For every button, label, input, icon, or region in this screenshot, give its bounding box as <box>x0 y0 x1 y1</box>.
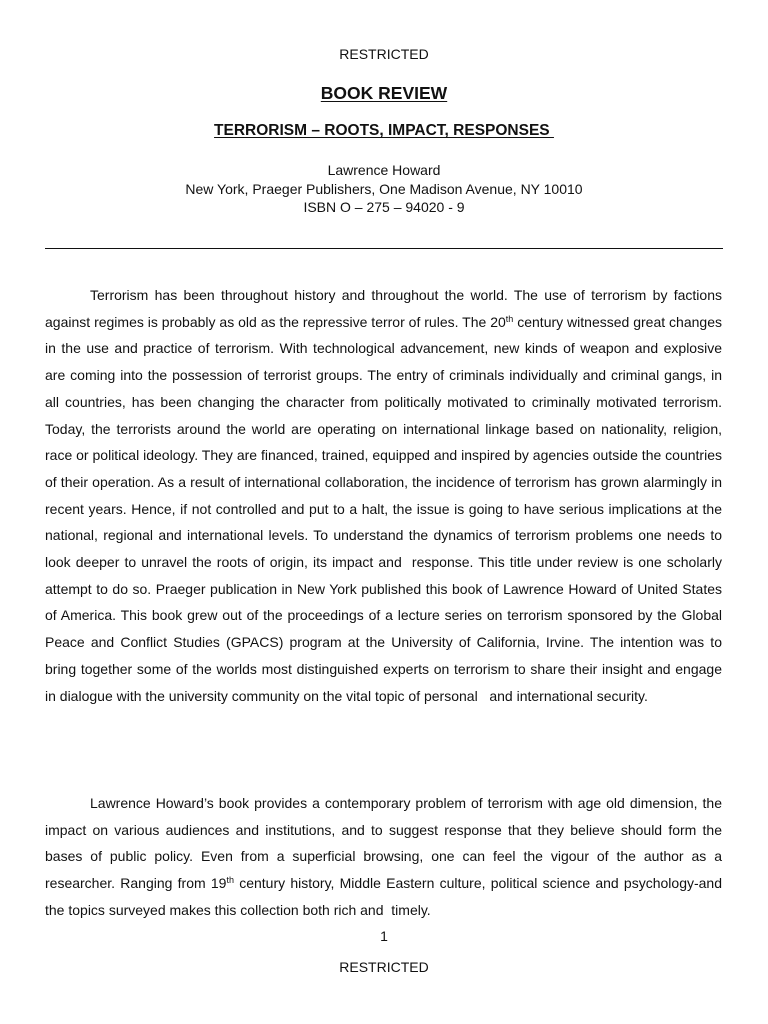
paragraph-text: century history, Middle Eastern culture, political science and psychology-and the topics surveyed makes this collection both rich and timely. <box>45 875 726 918</box>
book-isbn: ISBN O – 275 – 94020 - 9 <box>303 199 465 215</box>
document-type-heading: BOOK REVIEW <box>320 83 448 103</box>
paragraph-text: Lawrence Howard’s book provides a contemporary problem of terrorism with age old dimension, the impact on various audiences and institutions, and to suggest response that they believe should form the bases of public policy. Even from a superficial browsing, one can feel the vigour of the author as a researcher. Ranging from 19 <box>45 795 734 892</box>
book-author: Lawrence Howard <box>327 162 441 178</box>
book-title-heading: TERRORISM – ROOTS, IMPACT, RESPONSES <box>214 122 554 139</box>
horizontal-divider <box>45 248 723 249</box>
page-number: 1 <box>380 928 388 944</box>
ordinal-superscript: th <box>226 875 234 886</box>
classification-footer: RESTRICTED <box>339 959 429 975</box>
ordinal-superscript: th <box>505 313 514 324</box>
classification-header: RESTRICTED <box>339 46 429 62</box>
paragraph-text: Terrorism has been throughout history and throughout the world. The use of terrorism by factions against regimes is probably as old as the repressive terror of rules. The 20 <box>45 287 726 330</box>
book-publisher: New York, Praeger Publishers, One Madison Avenue, NY 10010 <box>185 180 583 197</box>
body-paragraph-2 <box>45 790 734 924</box>
book-info-block <box>0 161 768 217</box>
paragraph-text: century witnessed great changes in the use and practice of terrorism. With technological advancement, new kinds of weapon and explosive are coming into the possession of terrorist groups. The entry of criminals individually and criminal gangs, in all countries, has been changing the character from politically motivated to criminally motivated terrorism. Today, the terrorists around the world are operating on international linkage based on nationality, religion, race or political ideology. They are financed, trained, equipped and inspired by agencies outside the countries of their operation. As a result of international collaboration, the incidence of terrorism has grown alarmingly in recent years. Hence, if not controlled and put to a halt, the issue is going to have serious implications at the national, regional and international levels. To understand the dynamics of terrorism problems one needs to look deeper to unravel the roots of origin, its impact and response. This title under review is one scholarly attempt to do so. Praeger publication in New York published this book of Lawrence Howard of United States of America. This book grew out of the proceedings of a lecture series on terrorism sponsored by the Global Peace and Conflict Studies (GPACS) program at the University of California, Irvine. The intention was to bring together some of the worlds most distinguished experts on terrorism to share their insight and engage in dialogue with the university community on the vital topic of personal and international security. <box>45 313 726 704</box>
body-paragraph-1 <box>45 282 726 709</box>
